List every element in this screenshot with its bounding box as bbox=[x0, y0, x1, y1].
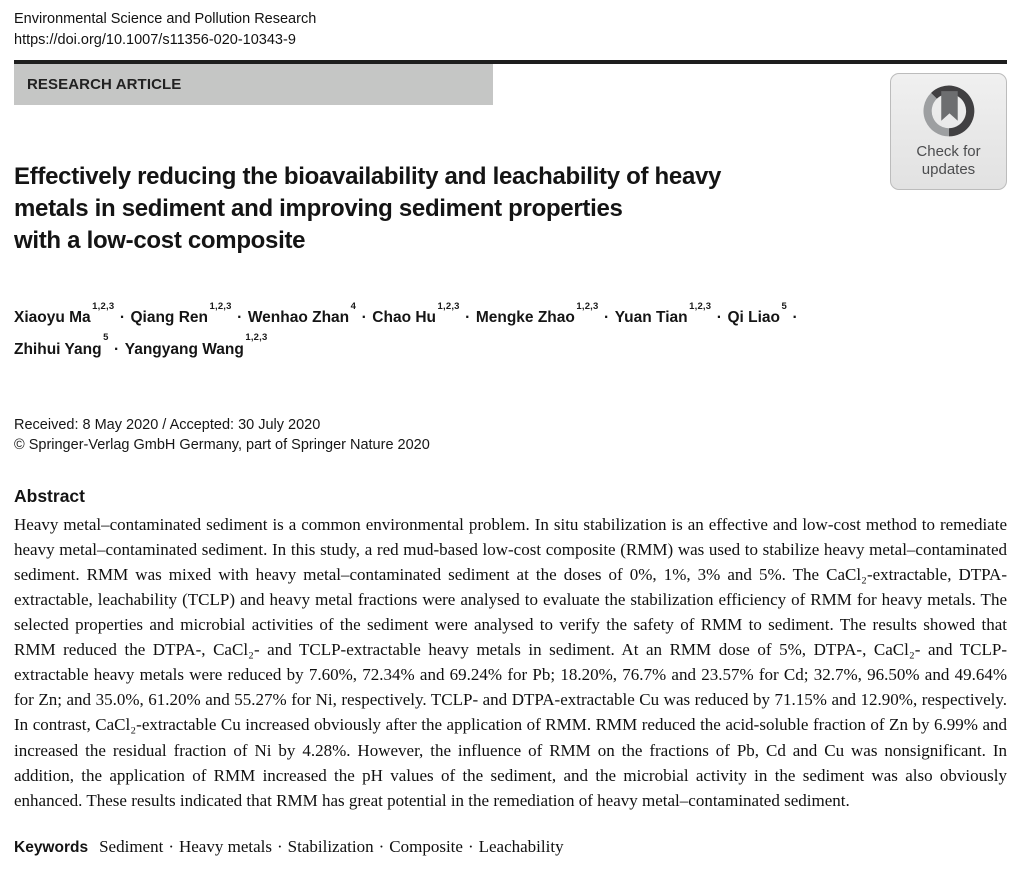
received-accepted-text: Received: 8 May 2020 / Accepted: 30 July 2020 bbox=[14, 416, 321, 433]
author-name: Qi Liao bbox=[727, 309, 780, 327]
author bbox=[614, 301, 712, 327]
title-line-2: metals in sediment and improving sediment properties bbox=[14, 195, 623, 222]
author bbox=[124, 332, 268, 358]
author-name: Zhihui Yang bbox=[14, 340, 102, 358]
abstract-text: Heavy metal–contaminated sediment is a common environmental problem. In situ stabilization is an effective and low-cost method to remediate heavy metal–contaminated sediment. In this study, a red mud-based low-cost composite (RMM) was used to stabilize heavy metal–contaminated sediment. RMM was mixed with heavy metal–contaminated sediment at the doses of 0%, 1%, 3% and 5%. The CaCl₂-extractable, DTPA-extractable, leachability (TCLP) and heavy metal fractions were analysed to evaluate the stabilization efficiency of RMM for heavy metals. The selected properties and microbial activities of the sediment were analysed to verify the safety of RMM to sediment. The results showed that RMM reduced the DTPA-, CaCl₂- and TCLP-extractable heavy metals in sediment. At an RMM dose of 5%, DTPA-, CaCl₂- and TCLP- extractable heavy metals were reduced by 7.60%, 72.34% and 69.24% for Pb; 18.20%, 76.7% and 23.57% for Cd; 32.7%, 96.50% and 49.64% for Zn; and 35.0%, 61.20% and 55.27% for Ni, respectively. TCLP- and DTPA-extractable Cu was reduced by 71.15% and 12.90%, respectively. In contrast, CaCl₂-extractable Cu increased obviously after the application of RMM. RMM reduced the acid-soluble fraction of Zn by 6.99% and increased the residual fraction of Ni by 4.28%. However, the influence of RMM on the fractions of Pb, Cd and Cu was nonsignificant. In addition, the application of RMM increased the pH values of the sediment, and the microbial activity in the sediment was also obviously enhanced. These results indicated that RMM has great potential in the remediation of heavy metal–contaminated sediment. bbox=[14, 514, 1007, 810]
author bbox=[727, 301, 787, 327]
keyword-separator: · bbox=[378, 836, 385, 856]
author-affiliations: 1,2,3 bbox=[245, 332, 268, 344]
check-for-updates-badge[interactable] bbox=[890, 73, 1007, 190]
check-for-updates-label bbox=[916, 143, 980, 179]
author bbox=[475, 301, 599, 327]
check-for-updates-icon bbox=[918, 80, 980, 142]
journal-name: Environmental Science and Pollution Research bbox=[14, 11, 317, 27]
author-name: Xiaoyu Ma bbox=[14, 309, 91, 327]
article-type-banner bbox=[14, 64, 493, 105]
author-separator: · bbox=[465, 309, 471, 327]
publication-history bbox=[14, 415, 1007, 455]
author-separator: · bbox=[604, 309, 610, 327]
author-affiliations: 1,2,3 bbox=[209, 301, 232, 312]
author-name: Yangyang Wang bbox=[124, 340, 244, 358]
title-line-3: with a low-cost composite bbox=[14, 227, 306, 254]
authors-line-1 bbox=[14, 300, 1007, 331]
keyword: Stabilization bbox=[287, 836, 374, 856]
abstract-heading: Abstract bbox=[14, 485, 85, 506]
keywords-row bbox=[14, 837, 1007, 857]
author-separator: · bbox=[716, 309, 722, 327]
keywords-heading: Keywords bbox=[14, 838, 89, 856]
author-affiliations: 1,2,3 bbox=[92, 301, 115, 312]
authors-line-2 bbox=[14, 331, 1007, 362]
author-name: Qiang Ren bbox=[130, 309, 208, 327]
keyword: Heavy metals bbox=[178, 836, 272, 856]
author-separator: · bbox=[361, 309, 367, 327]
check-for-updates-label-line1: Check for bbox=[916, 143, 981, 160]
author-affiliations: 1,2,3 bbox=[689, 301, 712, 312]
copyright-text: © Springer-Verlag GmbH Germany, part of Springer Nature 2020 bbox=[14, 436, 430, 453]
author-name: Yuan Tian bbox=[614, 309, 688, 327]
author-affiliations: 5 bbox=[103, 332, 109, 344]
author-separator: · bbox=[114, 340, 120, 358]
author bbox=[130, 301, 232, 327]
keyword: Composite bbox=[389, 836, 463, 856]
author-affiliations: 4 bbox=[350, 301, 357, 312]
keyword-separator: · bbox=[467, 836, 474, 856]
author-name: Chao Hu bbox=[372, 309, 437, 327]
author-affiliations: 1,2,3 bbox=[576, 301, 599, 312]
author-separator: · bbox=[792, 309, 798, 327]
author bbox=[372, 301, 460, 327]
keyword-separator: · bbox=[276, 836, 283, 856]
keyword: Leachability bbox=[478, 836, 564, 856]
keyword-separator: · bbox=[168, 836, 174, 856]
author-separator: · bbox=[119, 309, 125, 327]
author-affiliations: 5 bbox=[781, 301, 787, 312]
authors-list bbox=[14, 300, 1007, 363]
author-affiliations: 1,2,3 bbox=[437, 301, 460, 312]
article-type-label: RESEARCH ARTICLE bbox=[27, 76, 182, 93]
author bbox=[14, 332, 109, 358]
title-line-1: Effectively reducing the bioavailability and leachability of heavy bbox=[14, 163, 722, 190]
page-title bbox=[14, 161, 1007, 257]
author-name: Wenhao Zhan bbox=[247, 309, 350, 327]
doi-link[interactable]: https://doi.org/10.1007/s11356-020-10343-9 bbox=[14, 32, 296, 48]
check-for-updates-label-line2: updates bbox=[921, 161, 976, 178]
author bbox=[14, 301, 115, 327]
keyword: Sediment bbox=[99, 836, 164, 856]
author bbox=[247, 301, 357, 327]
author-name: Mengke Zhao bbox=[475, 309, 575, 327]
author-separator: · bbox=[237, 309, 243, 327]
